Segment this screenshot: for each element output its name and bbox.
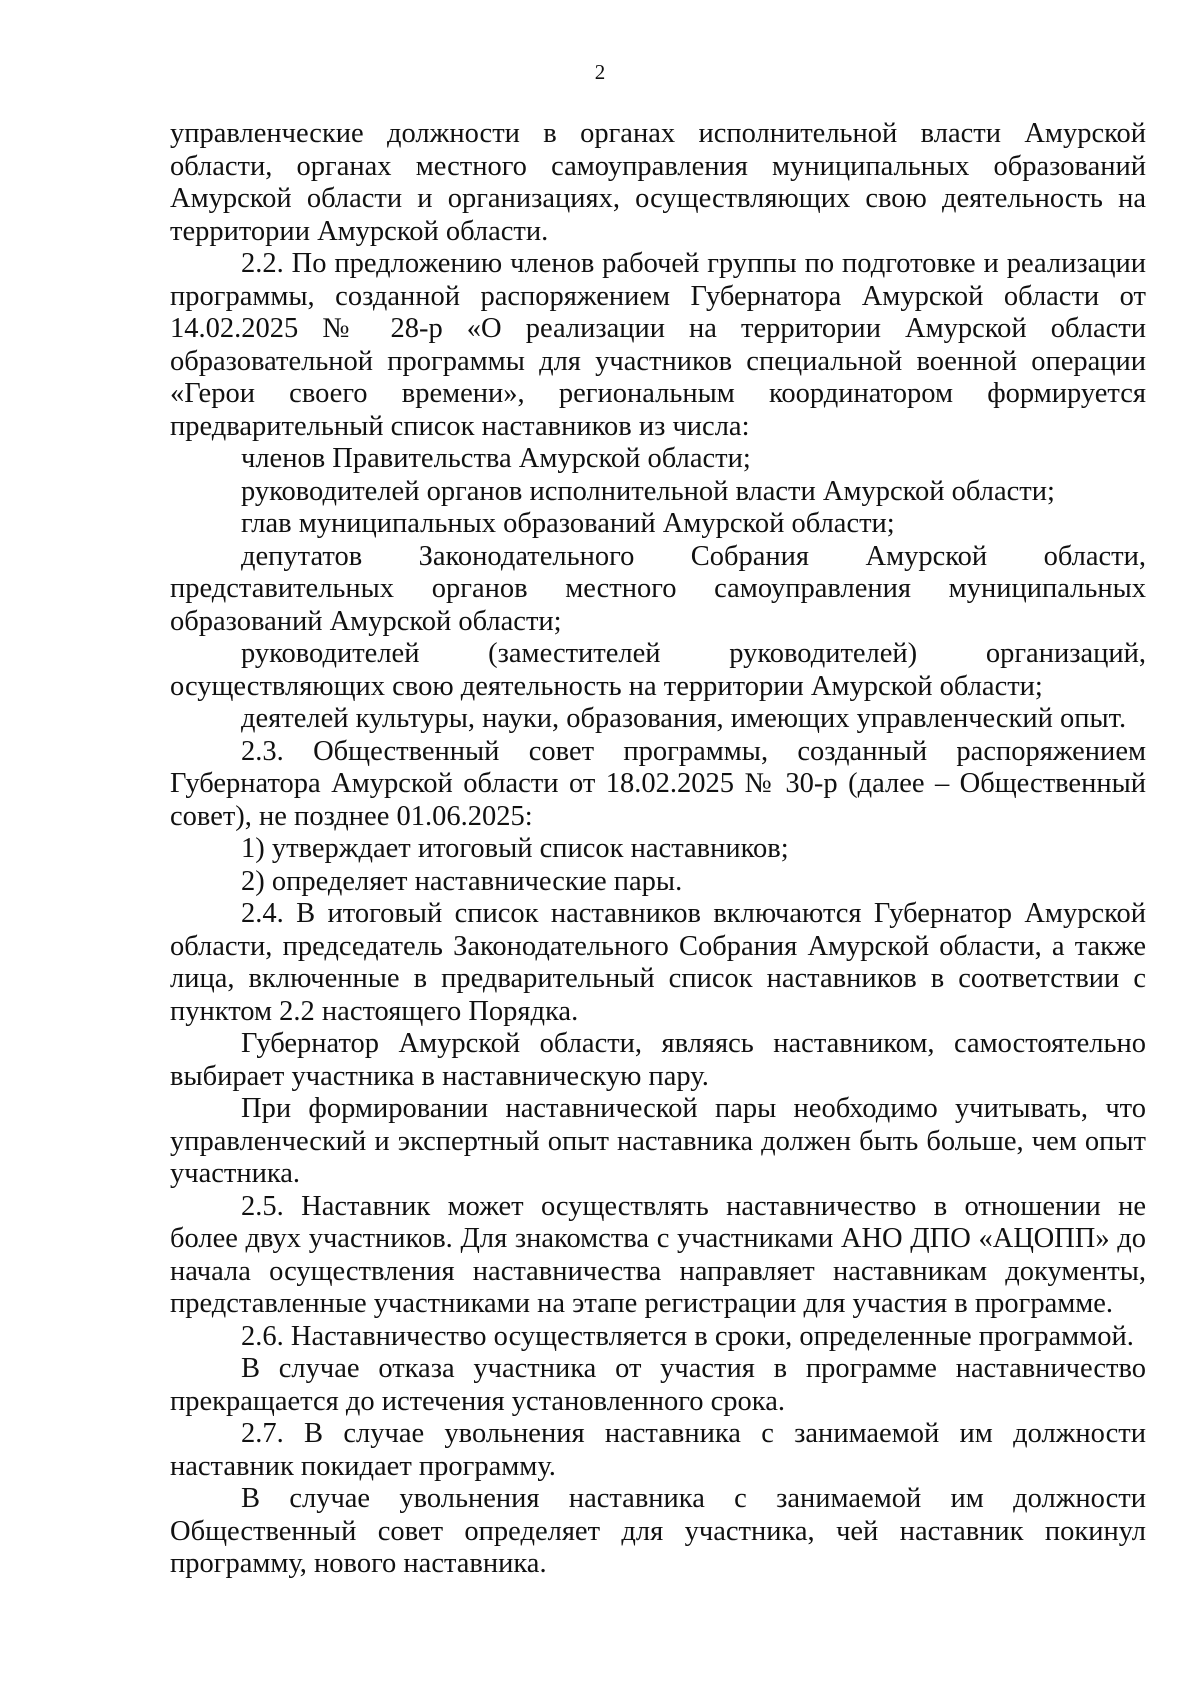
document-body: [170, 118, 1146, 1581]
paragraph-2-4: 2.4. В итоговый список наставников включаются Губернатор Амурской области, председатель Законодательного Собрания Амурской области, а также лица, включенные в предварительный список наставников в соответствии с пунктом 2.2 настоящего Порядка.: [170, 898, 1146, 1027]
paragraph-governor-choice: Губернатор Амурской области, являясь наставником, самостоятельно выбирает участника в наставническую пару.: [170, 1028, 1146, 1092]
list-item-deputies: депутатов Законодательного Собрания Амурской области, представительных органов местного самоуправления муниципальных образований Амурской области;: [170, 540, 1146, 637]
list-item-defines-pairs: 2) определяет наставнические пары.: [241, 865, 683, 897]
list-item-municipal-heads: глав муниципальных образований Амурской области;: [241, 508, 895, 539]
paragraph-2-3: 2.3. Общественный совет программы, созданный распоряжением Губернатора Амурской области от 18.02.2025 № 30-р (далее – Общественный совет), не позднее 01.06.2025:: [170, 735, 1146, 832]
page-number: 2: [594, 60, 606, 84]
paragraph-2-7: 2.7. В случае увольнения наставника с занимаемой им должности наставник покидает программу.: [170, 1418, 1146, 1482]
list-item-executive-heads: руководителей органов исполнительной власти Амурской области;: [241, 475, 1055, 507]
paragraph-refusal: В случае отказа участника от участия в программе наставничество прекращается до истечения установленного срока.: [170, 1353, 1146, 1417]
list-item-culture-figures: деятелей культуры, науки, образования, имеющих управленческий опыт.: [241, 703, 1127, 734]
list-item-organization-heads: руководителей (заместителей руководителей) организаций, осуществляющих свою деятельность на территории Амурской области;: [170, 638, 1146, 702]
paragraph-2-6: 2.6. Наставничество осуществляется в сроки, определенные программой.: [241, 1320, 1134, 1352]
paragraph-pair-forming: При формировании наставнической пары необходимо учитывать, что управленческий и экспертный опыт наставника должен быть больше, чем опыт участника.: [170, 1093, 1146, 1189]
list-item-government-members: членов Правительства Амурской области;: [241, 443, 751, 474]
list-item-approves-list: 1) утверждает итоговый список наставников;: [241, 833, 789, 864]
paragraph-2-5: 2.5. Наставник может осуществлять наставничество в отношении не более двух участников. Для знакомства с участниками АНО ДПО «АЦОПП» до начала осуществления наставничества направляет наставникам документы, представленные участниками на этапе регистрации для участия в программе.: [170, 1190, 1146, 1319]
paragraph-continuation: управленческие должности в органах исполнительной власти Амурской области, органах местного самоуправления муниципальных образований Амурской области и организациях, осуществляющих свою деятельность на территории Амурской области.: [170, 118, 1146, 247]
paragraph-new-mentor: В случае увольнения наставника с занимаемой им должности Общественный совет определяет для участника, чей наставник покинул программу, нового наставника.: [170, 1483, 1146, 1579]
paragraph-2-2: 2.2. По предложению членов рабочей группы по подготовке и реализации программы, созданной распоряжением Губернатора Амурской области от 14.02.2025 № 28-р «О реализации на территории Амурской области образовательной программы для участников специальной военной операции «Герои своего времени», региональным координатором формируется предварительный список наставников из числа:: [170, 248, 1146, 442]
